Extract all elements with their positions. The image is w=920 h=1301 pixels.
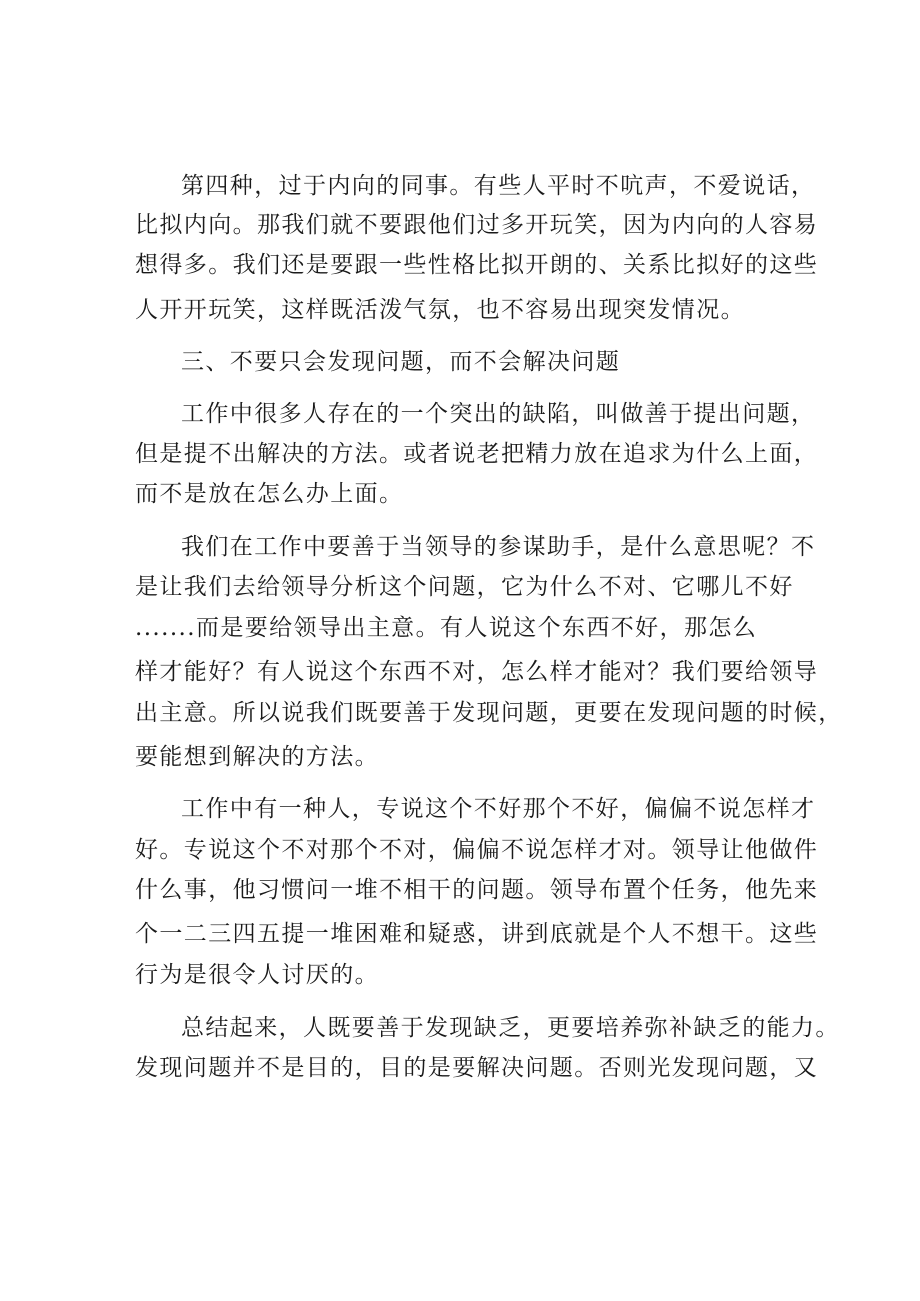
paragraph-5-line-4: 个一二三四五提一堆困难和疑惑，讲到底就是个人不想干。这些 [135, 921, 819, 947]
paragraph-5-line-1: 工作中有一种人，专说这个不好那个不好，偏偏不说怎样才 [181, 796, 816, 822]
section-heading: 三、不要只会发现问题，而不会解决问题 [181, 349, 621, 375]
paragraph-3-line-3: 而不是放在怎么办上面。 [135, 481, 404, 507]
paragraph-6-line-1: 总结起来，人既要善于发现缺乏，更要培养弥补缺乏的能力。 [181, 1015, 840, 1041]
paragraph-4-line-1: 我们在工作中要善于当领导的参谋助手，是什么意思呢？不 [181, 534, 816, 560]
paragraph-5-line-2: 好。专说这个不对那个不对，偏偏不说怎样才对。领导让他做件 [135, 837, 819, 863]
paragraph-6-line-2: 发现问题并不是目的，目的是要解决问题。否则光发现问题，又 [135, 1055, 819, 1081]
paragraph-4-line-3: .......而是要给领导出主意。有人说这个东西不好，那怎么 [135, 615, 758, 641]
paragraph-4-line-6: 要能想到解决的方法。 [135, 744, 379, 770]
paragraph-3-line-2: 但是提不出解决的方法。或者说老把精力放在追求为什么上面， [135, 441, 819, 467]
paragraph-4-line-2: 是让我们去给领导分析这个问题，它为什么不对、它哪儿不好 [135, 574, 794, 600]
paragraph-5-line-5: 行为是很令人讨厌的。 [135, 962, 379, 988]
paragraph-5-line-3: 什么事，他习惯问一堆不相干的问题。领导布置个任务，他先来 [135, 877, 819, 903]
paragraph-1-line-4: 人开开玩笑，这样既活泼气氛，也不容易出现突发情况。 [135, 297, 745, 323]
paragraph-4-line-5: 出主意。所以说我们既要善于发现问题，更要在发现问题的时候， [135, 700, 843, 726]
paragraph-1-line-3: 想得多。我们还是要跟一些性格比拟开朗的、关系比拟好的这些 [135, 252, 819, 278]
paragraph-4-line-4: 样才能好？有人说这个东西不对，怎么样才能对？我们要给领导 [135, 659, 819, 685]
paragraph-1-line-1: 第四种，过于内向的同事。有些人平时不吭声，不爱说话， [181, 173, 816, 199]
paragraph-3-line-1: 工作中很多人存在的一个突出的缺陷，叫做善于提出问题， [181, 401, 816, 427]
paragraph-1-line-2: 比拟内向。那我们就不要跟他们过多开玩笑，因为内向的人容易 [135, 212, 819, 238]
